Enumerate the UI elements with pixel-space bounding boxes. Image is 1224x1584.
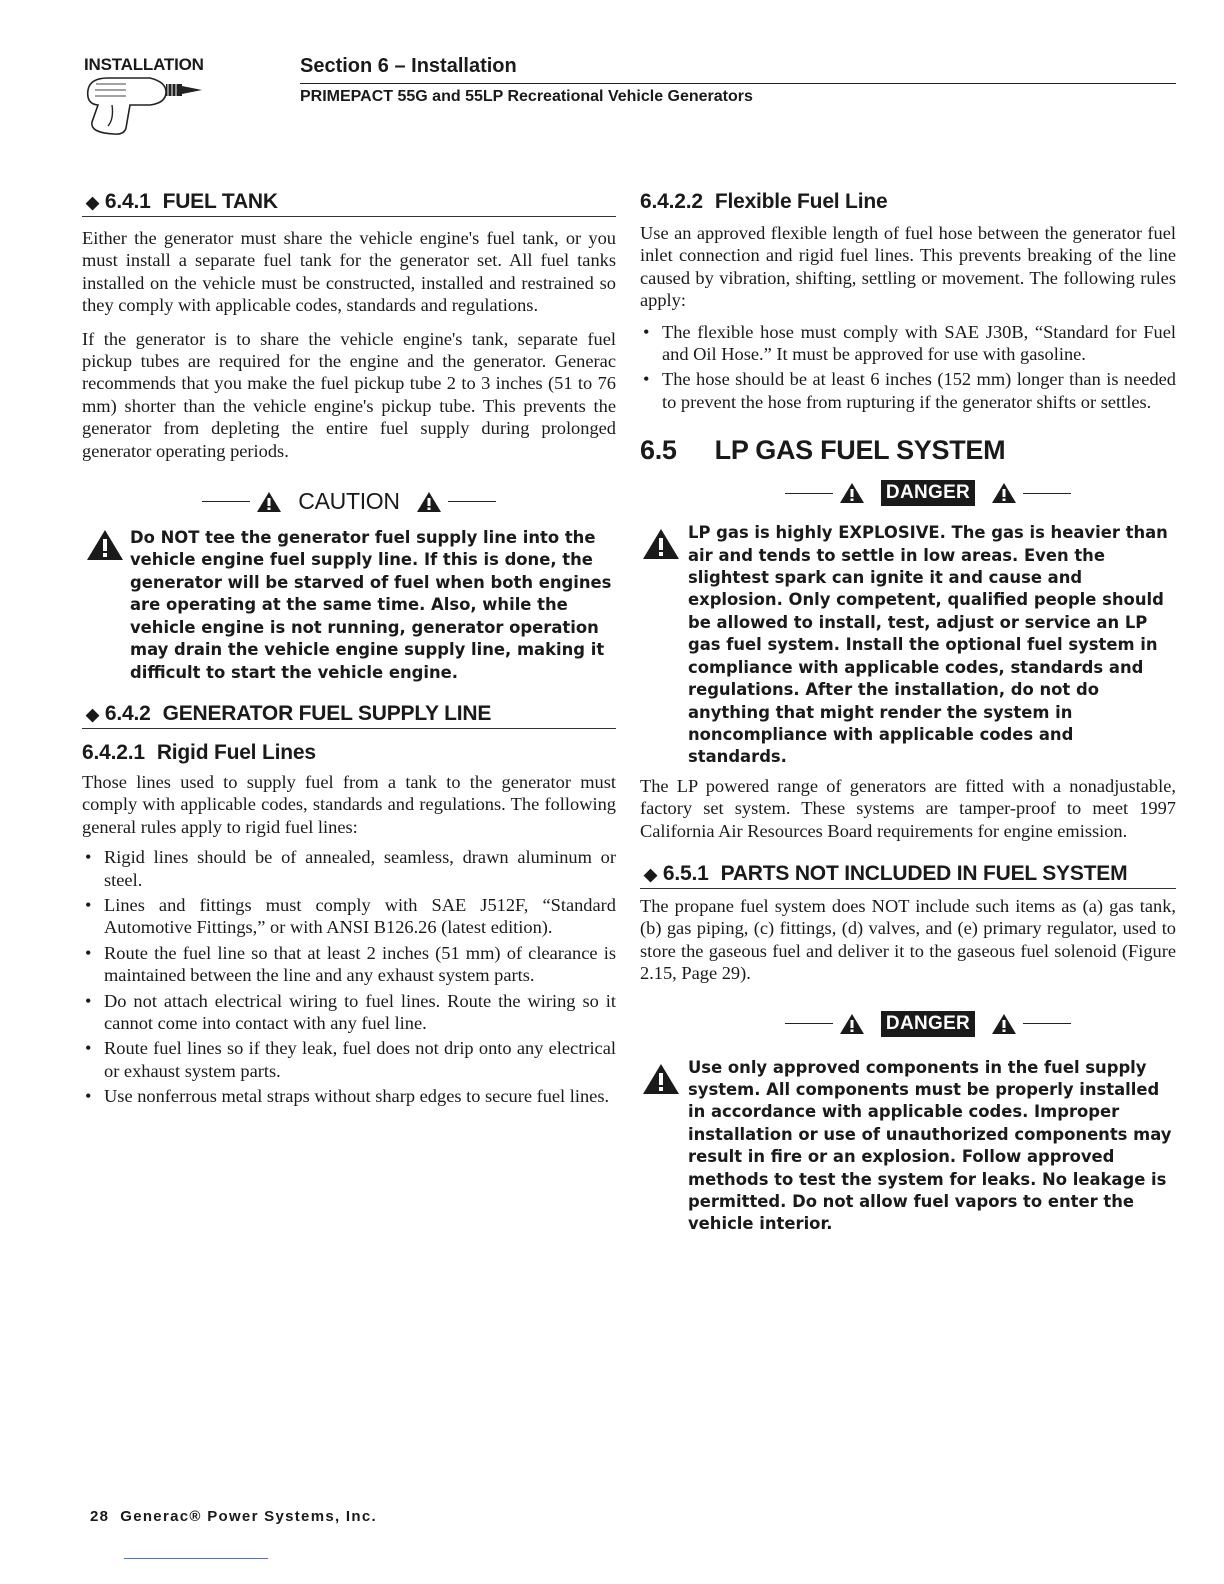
list-item: • Lines and fittings must comply with SAE J512F, “Standard Automotive Fittings,” or with ANSI B126.26 (latest edition). [82, 894, 616, 939]
right-column [640, 190, 1176, 1236]
list-item: • Route the fuel line so that at least 2 inches (51 mm) of clearance is maintained between the line and any exhaust system parts. [82, 942, 616, 987]
warning-triangle-icon [642, 528, 680, 560]
danger-banner [640, 1011, 1176, 1037]
list-item: • Do not attach electrical wiring to fuel lines. Route the wiring so it cannot come into contact with any fuel line. [82, 990, 616, 1035]
list-item: • Route fuel lines so if they leak, fuel does not drip onto any electrical or exhaust system parts. [82, 1037, 616, 1082]
section-title: Section 6 – Installation [300, 55, 517, 77]
caution-block [82, 527, 616, 684]
warning-triangle-icon [991, 1013, 1017, 1035]
heading-6-4-2: ◆ 6.4.2 GENERATOR FUEL SUPPLY LINE [82, 702, 616, 729]
warning-triangle-icon [839, 1013, 865, 1035]
danger-label: DANGER [881, 480, 975, 506]
caution-label: CAUTION [298, 488, 400, 515]
danger-text-components: Use only approved components in the fuel supply system. All components must be properly installed in accordance with applicable codes. Improper installation or use of unauthorized components may result in fire or an explosion. Follow approved methods to test the system for leaks. No leakage is permitted. Do not allow fuel vapors to enter the vehicle interior. [688, 1057, 1172, 1234]
warning-triangle-icon [642, 1063, 680, 1095]
warning-triangle-icon [991, 482, 1017, 504]
rigid-lines-intro: Those lines used to supply fuel from a tank to the generator must comply with applicable codes, standards and regulations. The following general rules apply to rigid fuel lines: [82, 771, 616, 837]
diamond-icon: ◆ [86, 704, 99, 724]
fuel-tank-paragraph-2: If the generator is to share the vehicle engine's tank, separate fuel pickup tubes are required for the engine and the generator. Generac recommends that you make the fuel pickup tube 2 to 3 inches (51 to 76 mm) shorter than the vehicle engine's pickup tube. This prevents the generator from depleting the entire fuel supply during prolonged generator operating periods. [82, 328, 616, 461]
left-column [82, 190, 616, 1111]
header-rule [300, 83, 1176, 84]
lp-system-paragraph: The LP powered range of generators are fitted with a nonadjustable, factory set system. These systems are tamper-proof to meet 1997 California Air Resources Board requirements for engine emission. [640, 775, 1176, 841]
parts-not-included-paragraph: The propane fuel system does NOT include such items as (a) gas tank, (b) gas piping, (c) fittings, (d) valves, and (e) primary regulator, used to store the gaseous fuel and deliver it to the gaseous fuel solenoid (Figure 2.15, Page 29). [640, 895, 1176, 984]
caution-banner [82, 488, 616, 515]
list-item: • Rigid lines should be of annealed, seamless, drawn aluminum or steel. [82, 846, 616, 891]
warning-triangle-icon [86, 529, 124, 561]
warning-triangle-icon [839, 482, 865, 504]
caution-text: Do NOT tee the generator fuel supply line into the vehicle engine fuel supply line. If this is done, the generator will be starved of fuel when both engines are operating at the same time. Also, while the vehicle engine is not running, generator operation may drain the vehicle engine supply line, making it difficult to start the vehicle engine. [130, 528, 612, 682]
header-subtitle: PRIMEPACT 55G and 55LP Recreational Vehicle Generators [300, 88, 753, 105]
diamond-icon: ◆ [644, 864, 657, 884]
page-footer [90, 1508, 377, 1525]
flexible-line-intro: Use an approved flexible length of fuel hose between the generator fuel inlet connection and rigid fuel lines. This prevents breaking of the line caused by vibration, shifting, settling or movement. The following rules apply: [640, 223, 1176, 311]
list-item: • Use nonferrous metal straps without sharp edges to secure fuel lines. [82, 1085, 616, 1107]
danger-text-lp: LP gas is highly EXPLOSIVE. The gas is heavier than air and tends to settle in low areas. Even the slightest spark can ignite it and cause and explosion. Only competent, qualified people should be allowed to install, test, adjust or service an LP gas fuel system. Install the optional fuel system in compliance with applicable codes, standards and regulations. After the installation, do not do anything that might render the system in noncompliance with applicable codes and standards. [688, 523, 1168, 767]
page-number: 28 [90, 1508, 110, 1525]
header-tag: INSTALLATION [84, 55, 204, 74]
warning-triangle-icon [256, 491, 282, 513]
diamond-icon: ◆ [86, 193, 99, 212]
danger-block-components [640, 1057, 1176, 1236]
drill-icon [86, 72, 236, 138]
fuel-tank-paragraph-1: Either the generator must share the vehicle engine's fuel tank, or you must install a separate fuel tank for the generator set. All fuel tanks installed on the vehicle must be constructed, installed and restrained so they comply with applicable codes, standards and regulations. [82, 228, 616, 316]
heading-6-4-2-1: 6.4.2.1 Rigid Fuel Lines [82, 740, 316, 764]
danger-label: DANGER [881, 1011, 975, 1037]
danger-block-lp [640, 522, 1176, 768]
heading-6-5-1: ◆ 6.5.1 PARTS NOT INCLUDED IN FUEL SYSTEM [640, 862, 1176, 889]
rigid-lines-list [82, 846, 616, 1107]
heading-6-5: 6.5 LP GAS FUEL SYSTEM [640, 435, 1006, 466]
footer-rule [124, 1558, 268, 1559]
warning-triangle-icon [416, 491, 442, 513]
danger-banner [640, 480, 1176, 506]
flexible-line-list [640, 321, 1176, 414]
heading-6-4-2-2: 6.4.2.2 Flexible Fuel Line [640, 190, 888, 213]
list-item: • The hose should be at least 6 inches (152 mm) longer than is needed to prevent the hose from rupturing if the generator shifts or settles. [640, 368, 1176, 413]
footer-company: Generac® Power Systems, Inc. [120, 1508, 377, 1525]
heading-6-4-1: ◆ 6.4.1 FUEL TANK [82, 190, 616, 217]
list-item: • The flexible hose must comply with SAE J30B, “Standard for Fuel and Oil Hose.” It must be approved for use with gasoline. [640, 321, 1176, 366]
